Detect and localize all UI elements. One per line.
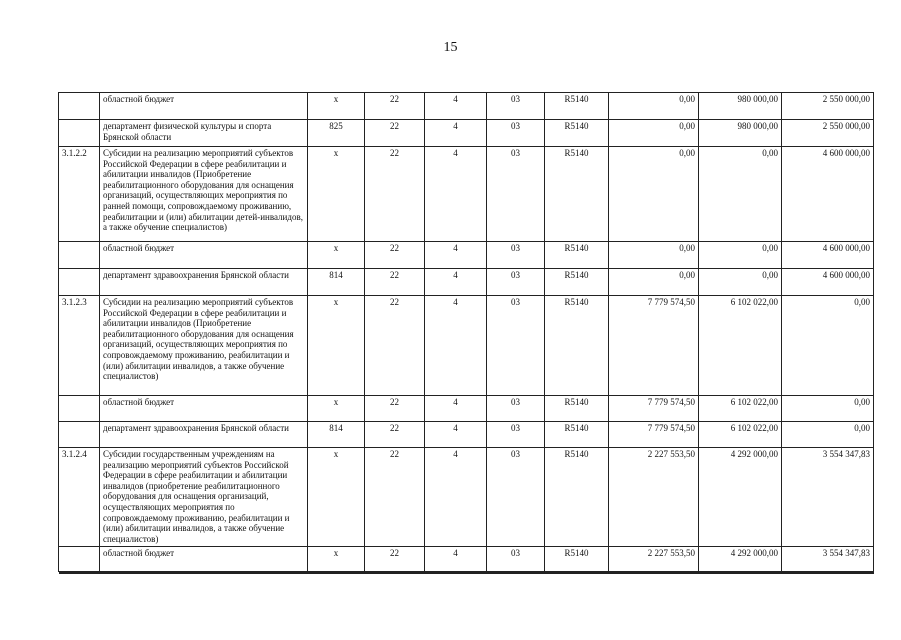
- row-code-program: 03: [487, 269, 545, 296]
- row-name: областной бюджет: [100, 93, 308, 120]
- row-name: областной бюджет: [100, 396, 308, 422]
- row-amount-year-2: 6 102 022,00: [699, 422, 782, 448]
- row-code-admin: x: [308, 296, 365, 396]
- row-code-admin: x: [308, 242, 365, 269]
- row-amount-year-1: 7 779 574,50: [609, 396, 699, 422]
- row-code-program: 03: [487, 396, 545, 422]
- row-code-subsection: 4: [425, 269, 487, 296]
- row-name: департамент физической культуры и спорта Брянской области: [100, 120, 308, 147]
- table-row: [59, 120, 874, 147]
- row-code-subsection: 4: [425, 120, 487, 147]
- row-code-section: 22: [365, 396, 425, 422]
- row-number: [59, 396, 100, 422]
- row-code-section: 22: [365, 93, 425, 120]
- row-amount-year-1: 7 779 574,50: [609, 422, 699, 448]
- row-name: областной бюджет: [100, 242, 308, 269]
- table-row: [59, 93, 874, 120]
- row-amount-year-2: 4 292 000,00: [699, 448, 782, 547]
- table-row: [59, 147, 874, 242]
- row-number: [59, 120, 100, 147]
- row-code-target: R5140: [545, 120, 609, 147]
- row-code-section: 22: [365, 422, 425, 448]
- row-amount-year-3: 4 600 000,00: [782, 242, 874, 269]
- row-code-admin: x: [308, 396, 365, 422]
- row-name: Субсидии на реализацию мероприятий субъектов Российской Федерации в сфере реабилитации и абилитации инвалидов (Приобретение реабилитационного оборудования для оснащения организаций, осуществляющих мероприятия по ранней помощи, сопровождаемому проживанию, реабилитации и (или) абилитации детей-инвалидов, а также обучение специалистов): [100, 147, 308, 242]
- row-name: областной бюджет: [100, 547, 308, 572]
- row-amount-year-3: 0,00: [782, 422, 874, 448]
- row-code-admin: x: [308, 93, 365, 120]
- row-code-program: 03: [487, 422, 545, 448]
- row-code-program: 03: [487, 242, 545, 269]
- row-number: [59, 422, 100, 448]
- row-amount-year-3: 2 550 000,00: [782, 120, 874, 147]
- row-name: Субсидии на реализацию мероприятий субъектов Российской Федерации в сфере реабилитации и абилитации инвалидов (Приобретение реабилитационного оборудования для оснащения организаций, осуществляющих мероприятия по сопровождаемому проживанию, реабилитации и (или) абилитации инвалидов, а также обучение специалистов): [100, 296, 308, 396]
- row-code-subsection: 4: [425, 296, 487, 396]
- row-amount-year-1: 2 227 553,50: [609, 448, 699, 547]
- row-number: [59, 269, 100, 296]
- row-code-program: 03: [487, 547, 545, 572]
- row-code-target: R5140: [545, 422, 609, 448]
- row-code-program: 03: [487, 448, 545, 547]
- row-code-section: 22: [365, 269, 425, 296]
- row-code-target: R5140: [545, 296, 609, 396]
- table-row: [59, 422, 874, 448]
- table-row: [59, 396, 874, 422]
- row-code-section: 22: [365, 448, 425, 547]
- row-amount-year-1: 2 227 553,50: [609, 547, 699, 572]
- row-amount-year-3: 4 600 000,00: [782, 147, 874, 242]
- row-name: департамент здравоохранения Брянской области: [100, 422, 308, 448]
- row-code-admin: x: [308, 547, 365, 572]
- row-number: [59, 93, 100, 120]
- table-row: [59, 242, 874, 269]
- row-code-target: R5140: [545, 93, 609, 120]
- row-code-admin: 814: [308, 422, 365, 448]
- row-amount-year-2: 980 000,00: [699, 120, 782, 147]
- row-amount-year-2: 0,00: [699, 147, 782, 242]
- row-code-program: 03: [487, 296, 545, 396]
- row-code-admin: 825: [308, 120, 365, 147]
- row-amount-year-1: 7 779 574,50: [609, 296, 699, 396]
- row-code-admin: x: [308, 448, 365, 547]
- row-amount-year-2: 0,00: [699, 242, 782, 269]
- row-code-subsection: 4: [425, 147, 487, 242]
- row-code-target: R5140: [545, 448, 609, 547]
- row-code-target: R5140: [545, 547, 609, 572]
- row-amount-year-2: 6 102 022,00: [699, 396, 782, 422]
- table-row: [59, 448, 874, 547]
- row-code-subsection: 4: [425, 448, 487, 547]
- row-amount-year-2: 0,00: [699, 269, 782, 296]
- row-code-target: R5140: [545, 147, 609, 242]
- row-code-section: 22: [365, 147, 425, 242]
- row-name: департамент здравоохранения Брянской области: [100, 269, 308, 296]
- row-code-target: R5140: [545, 269, 609, 296]
- row-amount-year-2: 4 292 000,00: [699, 547, 782, 572]
- row-code-subsection: 4: [425, 93, 487, 120]
- page-number: 15: [443, 40, 458, 55]
- row-amount-year-1: 0,00: [609, 147, 699, 242]
- row-name: Субсидии государственным учреждениям на реализацию мероприятий субъектов Российской Федерации в сфере реабилитации и абилитации инвалидов (приобретение реабилитационного оборудования для оснащения организаций, осуществляющих мероприятия по сопровождаемому проживанию, реабилитации и (или) абилитации инвалидов, а также обучение специалистов): [100, 448, 308, 547]
- row-number: [59, 242, 100, 269]
- row-amount-year-2: 980 000,00: [699, 93, 782, 120]
- row-code-subsection: 4: [425, 242, 487, 269]
- row-amount-year-3: 3 554 347,83: [782, 448, 874, 547]
- row-amount-year-1: 0,00: [609, 242, 699, 269]
- row-code-target: R5140: [545, 242, 609, 269]
- row-number: 3.1.2.3: [59, 296, 100, 396]
- row-amount-year-1: 0,00: [609, 93, 699, 120]
- row-code-section: 22: [365, 296, 425, 396]
- row-code-subsection: 4: [425, 422, 487, 448]
- row-code-section: 22: [365, 120, 425, 147]
- table-bottom-rule-cell: [59, 572, 874, 574]
- row-amount-year-2: 6 102 022,00: [699, 296, 782, 396]
- table-row: [59, 547, 874, 572]
- row-amount-year-1: 0,00: [609, 269, 699, 296]
- table-bottom-rule: [59, 572, 874, 574]
- row-code-program: 03: [487, 120, 545, 147]
- row-code-program: 03: [487, 93, 545, 120]
- budget-table-body: [59, 93, 874, 574]
- row-code-program: 03: [487, 147, 545, 242]
- row-code-admin: x: [308, 147, 365, 242]
- table-row: [59, 296, 874, 396]
- row-amount-year-1: 0,00: [609, 120, 699, 147]
- row-code-section: 22: [365, 547, 425, 572]
- row-amount-year-3: 3 554 347,83: [782, 547, 874, 572]
- row-code-section: 22: [365, 242, 425, 269]
- row-code-target: R5140: [545, 396, 609, 422]
- row-number: 3.1.2.2: [59, 147, 100, 242]
- row-amount-year-3: 0,00: [782, 296, 874, 396]
- budget-table: [58, 92, 874, 574]
- row-amount-year-3: 2 550 000,00: [782, 93, 874, 120]
- row-code-subsection: 4: [425, 547, 487, 572]
- row-code-subsection: 4: [425, 396, 487, 422]
- row-number: [59, 547, 100, 572]
- row-amount-year-3: 0,00: [782, 396, 874, 422]
- table-row: [59, 269, 874, 296]
- row-number: 3.1.2.4: [59, 448, 100, 547]
- row-amount-year-3: 4 600 000,00: [782, 269, 874, 296]
- row-code-admin: 814: [308, 269, 365, 296]
